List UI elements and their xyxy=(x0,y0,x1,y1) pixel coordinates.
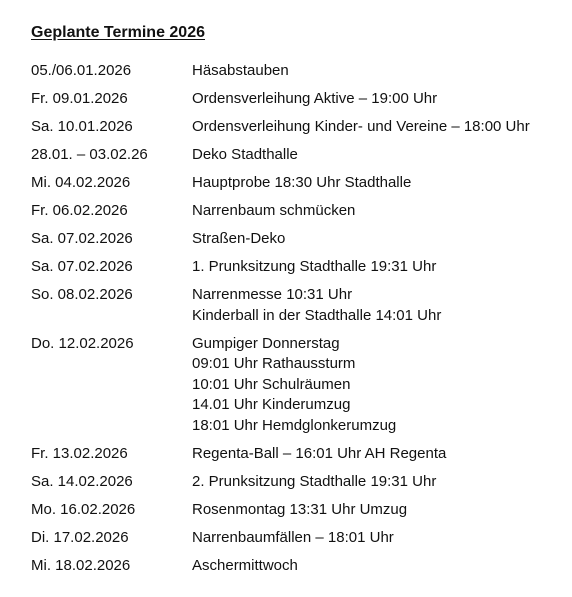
schedule-event: 10:01 Uhr Schulräumen xyxy=(192,375,351,393)
schedule-events xyxy=(192,173,561,194)
schedule-events xyxy=(192,528,561,549)
schedule-date: Do. 12.02.2026 xyxy=(31,334,134,352)
schedule-row xyxy=(31,472,561,493)
schedule-date: Sa. 07.02.2026 xyxy=(31,230,133,247)
schedule-row xyxy=(31,61,561,82)
schedule-event: Aschermittwoch xyxy=(192,556,298,574)
schedule-event: 1. Prunksitzung Stadthalle 19:31 Uhr xyxy=(192,258,437,275)
schedule-row xyxy=(31,145,561,166)
schedule-date: So. 08.02.2026 xyxy=(31,286,133,303)
schedule-row xyxy=(31,229,561,250)
schedule-event: Narrenmesse 10:31 Uhr xyxy=(192,286,353,303)
schedule-events xyxy=(192,444,561,465)
schedule-event: Narrenbaum schmücken xyxy=(192,202,356,219)
schedule-event: 2. Prunksitzung Stadthalle 19:31 Uhr xyxy=(192,472,437,490)
schedule-events xyxy=(192,61,561,82)
schedule-date: Sa. 10.01.2026 xyxy=(31,118,133,135)
schedule-event: Ordensverleihung Aktive – 19:00 Uhr xyxy=(192,90,438,107)
schedule-row xyxy=(31,528,561,549)
schedule-date: Fr. 06.02.2026 xyxy=(31,202,128,219)
schedule-date: Mo. 16.02.2026 xyxy=(31,500,136,518)
schedule-events xyxy=(192,257,561,278)
schedule-row xyxy=(31,334,561,437)
schedule-date: Mi. 04.02.2026 xyxy=(31,174,131,191)
schedule-events xyxy=(192,556,561,577)
schedule-events xyxy=(192,201,561,222)
schedule-row xyxy=(31,117,561,138)
schedule-row xyxy=(31,285,561,326)
schedule-event: Häsabstauben xyxy=(192,62,289,79)
schedule-event: Ordensverleihung Kinder- und Vereine – 18:00 Uhr xyxy=(192,118,530,135)
schedule-date: Sa. 14.02.2026 xyxy=(31,472,133,490)
schedule-date: 28.01. – 03.02.26 xyxy=(31,146,148,163)
schedule-event: Gumpiger Donnerstag xyxy=(192,334,340,352)
schedule-events xyxy=(192,229,561,250)
schedule-event: 14.01 Uhr Kinderumzug xyxy=(192,396,351,413)
schedule-events xyxy=(192,334,561,437)
schedule-events xyxy=(192,117,561,138)
schedule-events xyxy=(192,472,561,493)
schedule-row xyxy=(31,444,561,465)
schedule-date: Di. 17.02.2026 xyxy=(31,528,129,546)
schedule-row xyxy=(31,89,561,110)
schedule-date: Mi. 18.02.2026 xyxy=(31,556,131,574)
schedule-row xyxy=(31,201,561,222)
schedule-event: Kinderball in der Stadthalle 14:01 Uhr xyxy=(192,306,442,324)
schedule-date: Fr. 13.02.2026 xyxy=(31,444,128,462)
schedule-date: Sa. 07.02.2026 xyxy=(31,258,133,275)
schedule-events xyxy=(192,89,561,110)
schedule-event: 18:01 Uhr Hemdglonkerumzug xyxy=(192,416,397,434)
schedule-event: Straßen-Deko xyxy=(192,230,286,247)
schedule-events xyxy=(192,285,561,326)
schedule-event: Hauptprobe 18:30 Uhr Stadthalle xyxy=(192,174,412,191)
schedule-event: Rosenmontag 13:31 Uhr Umzug xyxy=(192,500,408,518)
schedule-event: Deko Stadthalle xyxy=(192,146,298,163)
schedule-date: Fr. 09.01.2026 xyxy=(31,90,128,107)
schedule-row xyxy=(31,500,561,521)
schedule-events xyxy=(192,500,561,521)
schedule-date: 05./06.01.2026 xyxy=(31,62,132,79)
schedule-event: 09:01 Uhr Rathaussturm xyxy=(192,355,356,372)
document-title: Geplante Termine 2026 xyxy=(31,24,205,41)
schedule-row xyxy=(31,556,561,577)
schedule-list xyxy=(31,61,561,584)
schedule-event: Regenta-Ball – 16:01 Uhr AH Regenta xyxy=(192,444,447,462)
schedule-row xyxy=(31,257,561,278)
schedule-events xyxy=(192,145,561,166)
schedule-event: Narrenbaumfällen – 18:01 Uhr xyxy=(192,528,394,546)
schedule-row xyxy=(31,173,561,194)
